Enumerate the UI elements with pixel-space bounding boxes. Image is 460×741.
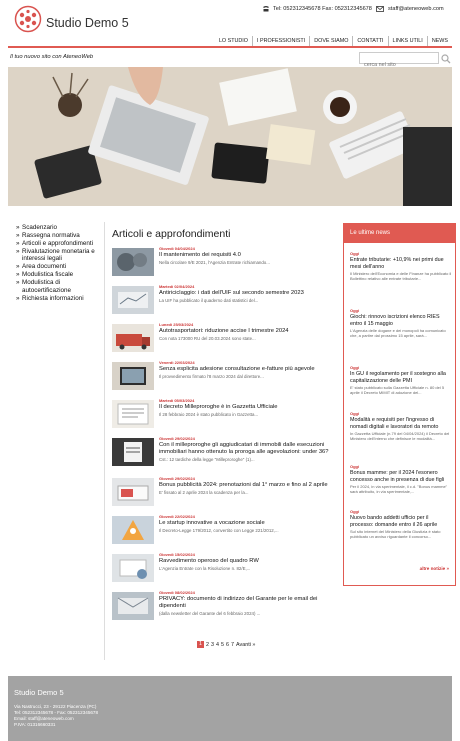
news-title[interactable]: Giochi: rinnovo iscrizioni elenco RIES entro il 15 maggio [350, 314, 440, 327]
article-date: Giovedì 29/02/2024 [159, 476, 195, 481]
article-excerpt: Il 28 febbraio 2024 è stato pubblicato in Gazzetta... [159, 412, 259, 417]
mail-icon [376, 6, 384, 12]
article-thumbnail[interactable] [112, 554, 154, 582]
article-excerpt: Cst.: 12 tardiche della legge "Milleproroghe" (1)... [159, 457, 255, 462]
news-excerpt: Il Ministero dell'Economia e delle Finanze ha pubblicato il Bollettino relativo alle entrate tributarie... [350, 271, 452, 281]
news-excerpt: Per il 2024, in via sperimentale, il c.d. "Bonus mamme" sarà attribuito, in via sperimentale,... [350, 484, 448, 494]
sidebar-item-rassegna[interactable]: » Rassegna normativa [16, 232, 80, 239]
article-thumbnail[interactable] [112, 516, 154, 544]
nav-item-dove-siamo[interactable]: DOVE SIAMO [309, 36, 352, 46]
slogan: Il tuo nuovo sito con AteneoWeb [10, 54, 94, 60]
column-divider [104, 222, 105, 660]
news-date: Oggi [350, 509, 360, 514]
news-excerpt: E' stato pubblicato sulla Gazzetta Ufficiale n. 80 del 5 aprile il Decreto MIMIT di adozione del... [350, 385, 445, 395]
article-thumbnail[interactable] [112, 592, 154, 620]
article-thumbnail[interactable] [112, 362, 154, 390]
contact-email[interactable]: staff@ateneoweb.com [388, 6, 444, 12]
sidebar-menu [16, 224, 96, 303]
news-header: Le ultime news [344, 224, 455, 243]
news-item[interactable] [350, 464, 452, 494]
contact-phone: Tel: 052312345678 Fax: 052312345678 [273, 6, 372, 12]
article-date: Martedì 02/04/2024 [159, 284, 195, 289]
article-thumbnail[interactable] [112, 478, 154, 506]
page-title: Articoli e approfondimenti [112, 228, 231, 240]
footer-address: Via Nastrucci, 23 - 29122 Piacenza (PC) [14, 704, 97, 709]
nav-item-lo-studio[interactable]: LO STUDIO [218, 38, 248, 44]
article-title[interactable]: Antiriciclaggio: i dati dell'UIF sul secondo semestre 2023 [159, 290, 304, 296]
page-link[interactable]: 3 [211, 641, 214, 648]
page-link[interactable]: 7 [231, 641, 234, 648]
bullet-icon: » [16, 271, 20, 279]
page-current[interactable]: 1 [199, 641, 202, 647]
news-item[interactable] [350, 365, 452, 395]
sidebar-item-scadenzario[interactable]: » Scadenzario [16, 224, 58, 231]
bullet-icon: » [16, 232, 20, 239]
news-item[interactable] [350, 411, 452, 441]
bullet-icon: » [16, 248, 20, 255]
article-title[interactable]: PRIVACY: documento di indirizzo del Garante per le email dei dipendenti [159, 596, 318, 609]
logo-icon[interactable] [14, 5, 42, 33]
hero-image [8, 67, 452, 206]
article-title[interactable]: Con il milleproroghe gli aggiudicatari di immobili dalle esecuzioni immobiliari hanno ottenuto la proroga alle agevolazioni: under 36? [159, 442, 329, 455]
article-excerpt: Il Decreto-Legge 179/2012, convertito con Legge 221/2012,... [159, 528, 279, 533]
news-item[interactable] [350, 509, 452, 539]
page-link[interactable]: 4 [216, 641, 219, 648]
main-content [112, 228, 332, 244]
main-nav [8, 36, 452, 48]
article-thumbnail[interactable] [112, 324, 154, 352]
bullet-icon: » [16, 263, 20, 271]
next-page-link[interactable]: Avanti » [236, 641, 256, 648]
article-title[interactable]: Le startup innovative a vocazione sociale [159, 520, 265, 526]
news-date: Oggi [350, 365, 360, 370]
article-title[interactable]: Ravvedimento operoso del quadro RW [159, 558, 259, 564]
nav-item-contatti[interactable]: CONTATTI [352, 36, 387, 46]
brand-name[interactable]: Studio Demo 5 [46, 16, 129, 30]
news-item[interactable] [350, 308, 452, 338]
latest-news-panel [343, 223, 456, 586]
news-title[interactable]: Entrate tributarie: +10,9% nei primi due mesi dell'anno [350, 257, 444, 270]
sidebar-item-autocertificazione[interactable]: » Modulistica di autocertificazione [16, 279, 72, 294]
article-thumbnail[interactable] [112, 248, 154, 276]
article-date: Giovedì 29/02/2024 [159, 436, 195, 441]
news-excerpt: L'Agenzia delle dogane e dei monopoli ha comunicato che, a partire dal prossimo 15 aprile, sarà... [350, 328, 446, 338]
page-link[interactable]: 2 [206, 641, 209, 648]
article-excerpt: (dalla newsletter del Garante del 6 febbraio 2024) ... [159, 611, 261, 616]
pagination [197, 641, 255, 648]
search-box [359, 52, 439, 64]
article-date: Giovedì 22/02/2024 [159, 514, 195, 519]
sidebar-item-area-documenti[interactable]: » Area documenti [16, 263, 67, 271]
bullet-icon: » [16, 294, 20, 302]
article-excerpt: E' fissato al 2 aprile 2024 la scadenza per la... [159, 490, 249, 495]
footer [8, 676, 452, 741]
bullet-icon: » [16, 224, 20, 231]
article-title[interactable]: Il decreto Milleproroghe è in Gazzetta Ufficiale [159, 404, 278, 410]
article-excerpt: L'Agenzia Entrate con la Risoluzione n. 82/E,... [159, 566, 251, 571]
news-date: Oggi [350, 464, 360, 469]
article-excerpt: Con nota 173000 RU del 20.03.2024 sono state... [159, 336, 256, 341]
nav-items [215, 36, 452, 46]
article-thumbnail[interactable] [112, 286, 154, 314]
article-title[interactable]: Senza esplicita adesione consultazione e-fatture più agevole [159, 366, 315, 372]
sidebar-item-richiesta[interactable]: » Richiesta informazioni [16, 294, 84, 302]
article-date: Lunedì 25/03/2024 [159, 322, 194, 327]
sidebar-item-rivalutazione[interactable]: » Rivalutazione monetaria e interessi legali [16, 248, 95, 263]
footer-name: Studio Demo 5 [14, 688, 64, 697]
phone-icon [262, 5, 270, 12]
article-date: Giovedì 04/04/2024 [159, 246, 195, 251]
article-thumbnail[interactable] [112, 400, 154, 428]
article-title[interactable]: Il mantenimento dei requisiti 4.0 [159, 252, 241, 258]
footer-phone: Tel: 052312345678 - Fax: 052312345678 [14, 710, 99, 715]
bullet-icon: » [16, 240, 20, 247]
article-date: Giovedì 08/02/2024 [159, 590, 195, 595]
page-link[interactable]: 5 [221, 641, 224, 648]
news-date: Oggi [350, 411, 360, 416]
article-title[interactable]: Autotrasportatori: riduzione accise I trimestre 2024 [159, 328, 289, 334]
news-title[interactable]: Bonus mamme: per il 2024 l'esonero concesso anche in presenza di due figli [350, 470, 445, 483]
news-title[interactable]: Nuovo bando addetti ufficio per il processo: domande entro il 26 aprile [350, 515, 438, 528]
article-excerpt: Il provvedimento firmato l'8 marzo 2024 dal direttore... [159, 374, 264, 379]
news-title[interactable]: Modalità e requisiti per l'ingresso di nomadi digitali e lavoratori da remoto [350, 417, 439, 430]
nav-item-news[interactable]: NEWS [427, 36, 452, 46]
article-date: Martedì 05/03/2024 [159, 398, 195, 403]
news-excerpt: In Gazzetta Ufficiale (n.79 del 04/04/2024) il Decreto del Ministero dell'Interno che definisce le modalità... [350, 431, 450, 441]
nav-item-professionisti[interactable]: I PROFESSIONISTI [252, 36, 309, 46]
more-news-link[interactable]: altre notizie » [419, 566, 449, 571]
nav-item-links-utili[interactable]: LINKS UTILI [388, 36, 427, 46]
footer-vat: P.IVA: 01316660331 [14, 722, 56, 727]
article-title[interactable]: Bonus pubblicità 2024: prenotazioni dal 1° marzo e fino al 2 aprile [159, 482, 328, 488]
bullet-icon: » [16, 279, 20, 287]
news-excerpt: Sul sito internet del Ministero della Giustizia è stato pubblicato un avviso riguardante il concorso... [350, 529, 441, 539]
footer-email[interactable]: Email: staff@ateneoweb.com [14, 716, 74, 721]
search-icon[interactable] [441, 54, 451, 64]
article-excerpt: Nella circolare 9/E 2021, l'Agenzia Entrate richiamando... [159, 260, 270, 265]
article-excerpt: La UIF ha pubblicato il quaderno dati statistici del... [159, 298, 259, 303]
sidebar-item-modulistica-fiscale[interactable]: » Modulistica fiscale [16, 271, 74, 279]
news-date: Oggi [350, 308, 360, 313]
sidebar-item-articoli[interactable]: » Articoli e approfondimenti [16, 240, 94, 247]
news-date: Oggi [350, 251, 360, 256]
news-title[interactable]: In GU il regolamento per il sostegno alla capitalizzazione delle PMI [350, 371, 446, 384]
news-item[interactable] [350, 251, 452, 281]
page-link[interactable]: 6 [226, 641, 229, 648]
article-thumbnail[interactable] [112, 438, 154, 466]
article-date: Giovedì 15/02/2024 [159, 552, 195, 557]
article-date: Venerdì 22/03/2024 [159, 360, 195, 365]
